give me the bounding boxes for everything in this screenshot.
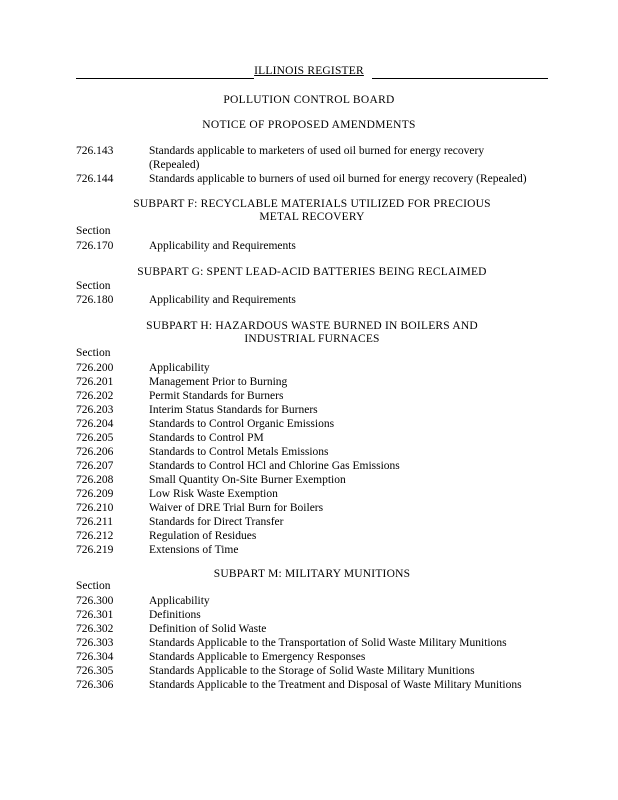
- list-item: 726.170 Applicability and Requirements: [76, 240, 296, 252]
- list-item: 726.211 Standards for Direct Transfer: [76, 516, 284, 528]
- header-rule-right: [372, 78, 548, 79]
- list-item: 726.180 Applicability and Requirements: [76, 294, 296, 306]
- list-item: 726.202 Permit Standards for Burners: [76, 390, 284, 402]
- list-item: 726.200 Applicability: [76, 362, 210, 374]
- list-item: 726.144 Standards applicable to burners of used oil burned for energy recovery (Repealed): [76, 173, 527, 185]
- list-item: 726.306 Standards Applicable to the Treatment and Disposal of Waste Military Munitions: [76, 679, 522, 691]
- list-item: 726.219 Extensions of Time: [76, 544, 239, 556]
- list-item: 726.305 Standards Applicable to the Storage of Solid Waste Military Munitions: [76, 665, 475, 677]
- list-item: 726.209 Low Risk Waste Exemption: [76, 488, 278, 500]
- list-item: 726.205 Standards to Control PM: [76, 432, 264, 444]
- list-item: 726.143 Standards applicable to marketers of used oil burned for energy recovery: [76, 145, 485, 157]
- list-item: 726.303 Standards Applicable to the Transportation of Solid Waste Military Munitions: [76, 637, 507, 649]
- list-item: 726.300 Applicability: [76, 595, 210, 607]
- section-label: Section: [76, 580, 111, 592]
- list-item: 726.304 Standards Applicable to Emergency Responses: [76, 651, 366, 663]
- board-title: POLLUTION CONTROL BOARD: [223, 94, 395, 106]
- subpart-f-heading: SUBPART F: RECYCLABLE MATERIALS UTILIZED FOR PRECIOUS METAL RECOVERY: [133, 198, 491, 223]
- list-item: 726.204 Standards to Control Organic Emissions: [76, 418, 335, 430]
- subpart-g-list: [76, 293, 556, 307]
- list-item: 726.201 Management Prior to Burning: [76, 376, 288, 388]
- entry-list-top: [76, 144, 556, 186]
- notice-title: NOTICE OF PROPOSED AMENDMENTS: [202, 119, 416, 131]
- header-rule-left: [76, 78, 254, 79]
- list-item: (Repealed): [149, 159, 200, 171]
- subpart-g-heading: SUBPART G: SPENT LEAD-ACID BATTERIES BEING RECLAIMED: [137, 266, 487, 278]
- register-title: ILLINOIS REGISTER: [254, 65, 364, 77]
- subpart-m-heading: SUBPART M: MILITARY MUNITIONS: [213, 568, 411, 580]
- section-label: Section: [76, 225, 111, 237]
- list-item: 726.302 Definition of Solid Waste: [76, 623, 267, 635]
- subpart-h-list: [76, 361, 556, 557]
- section-label: Section: [76, 347, 111, 359]
- list-item: 726.206 Standards to Control Metals Emissions: [76, 446, 329, 458]
- list-item: 726.208 Small Quantity On-Site Burner Exemption: [76, 474, 346, 486]
- subpart-f-list: [76, 239, 556, 253]
- subpart-m-list: [76, 594, 556, 692]
- list-item: 726.212 Regulation of Residues: [76, 530, 257, 542]
- list-item: 726.207 Standards to Control HCl and Chlorine Gas Emissions: [76, 460, 400, 472]
- section-label: Section: [76, 280, 111, 292]
- subpart-h-heading: SUBPART H: HAZARDOUS WASTE BURNED IN BOILERS AND INDUSTRIAL FURNACES: [146, 320, 478, 345]
- list-item: 726.210 Waiver of DRE Trial Burn for Boilers: [76, 502, 324, 514]
- list-item: 726.301 Definitions: [76, 609, 201, 621]
- list-item: 726.203 Interim Status Standards for Burners: [76, 404, 318, 416]
